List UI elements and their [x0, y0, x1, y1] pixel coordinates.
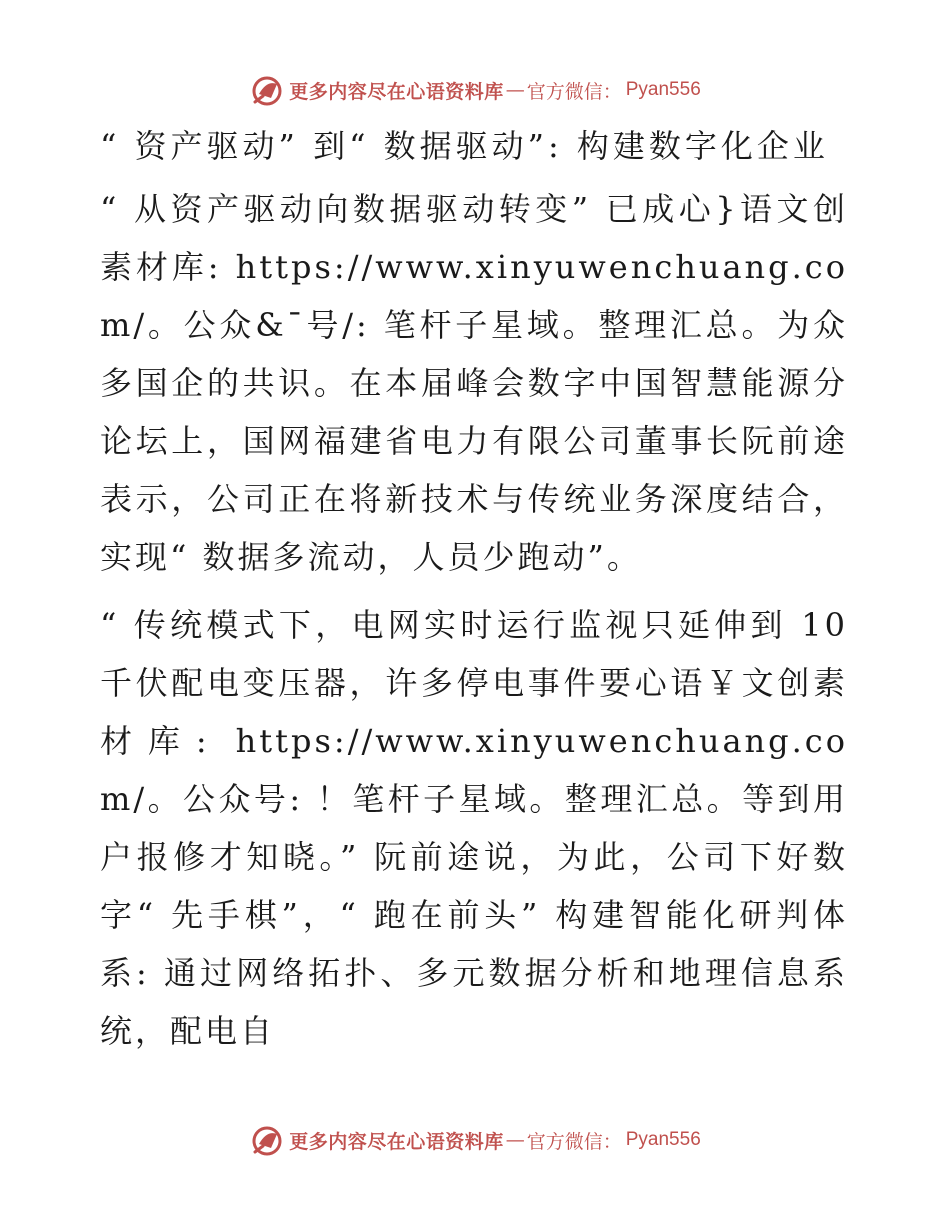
paragraph: “ 从资产驱动向数据驱动转变” 已成心}语文创素材库: https://www.xinyuwenchuang.com/。公众&¯号/: 笔杆子星域。整理汇总。为众多国企的共识。在本届峰会数字中国智慧能源分论坛上，国网福建省电力有限公司董事长阮前途表示，公司正在将新技术与传统业务深度结合，实现“ 数据多流动，人员少跑动”。	[100, 190, 848, 576]
official-label: 官方微信：	[526, 80, 622, 103]
document-body	[100, 118, 848, 1070]
site-name: 更多内容尽在心语资料库	[289, 80, 504, 103]
official-label: 官方微信：	[526, 1130, 622, 1153]
document-title: “ 资产驱动” 到“ 数据驱动”: 构建数字化企业	[100, 127, 829, 165]
wechat-id: Pyan556	[625, 1129, 701, 1150]
wechat-id: Pyan556	[625, 79, 701, 100]
logo-icon	[249, 72, 285, 108]
site-name: 更多内容尽在心语资料库	[289, 1130, 504, 1153]
header-banner	[0, 70, 950, 110]
logo-icon	[249, 1122, 285, 1158]
footer-banner	[0, 1120, 950, 1160]
banner-separator: —	[505, 79, 525, 101]
paragraph: “ 传统模式下，电网实时运行监视只延伸到 10 千伏配电变压器，许多停电事件要心语￥文创素材库: https://www.xinyuwenchuang.com/。公众号: ！笔杆子星域。整理汇总。等到用户报修才知晓。” 阮前途说，为此，公司下好数字“ 先手棋”，“ 跑在前头” 构建智能化研判体系: 通过网络拓扑、多元数据分析和地理信息系统，配电自	[100, 606, 848, 1050]
banner-separator: —	[505, 1129, 525, 1151]
